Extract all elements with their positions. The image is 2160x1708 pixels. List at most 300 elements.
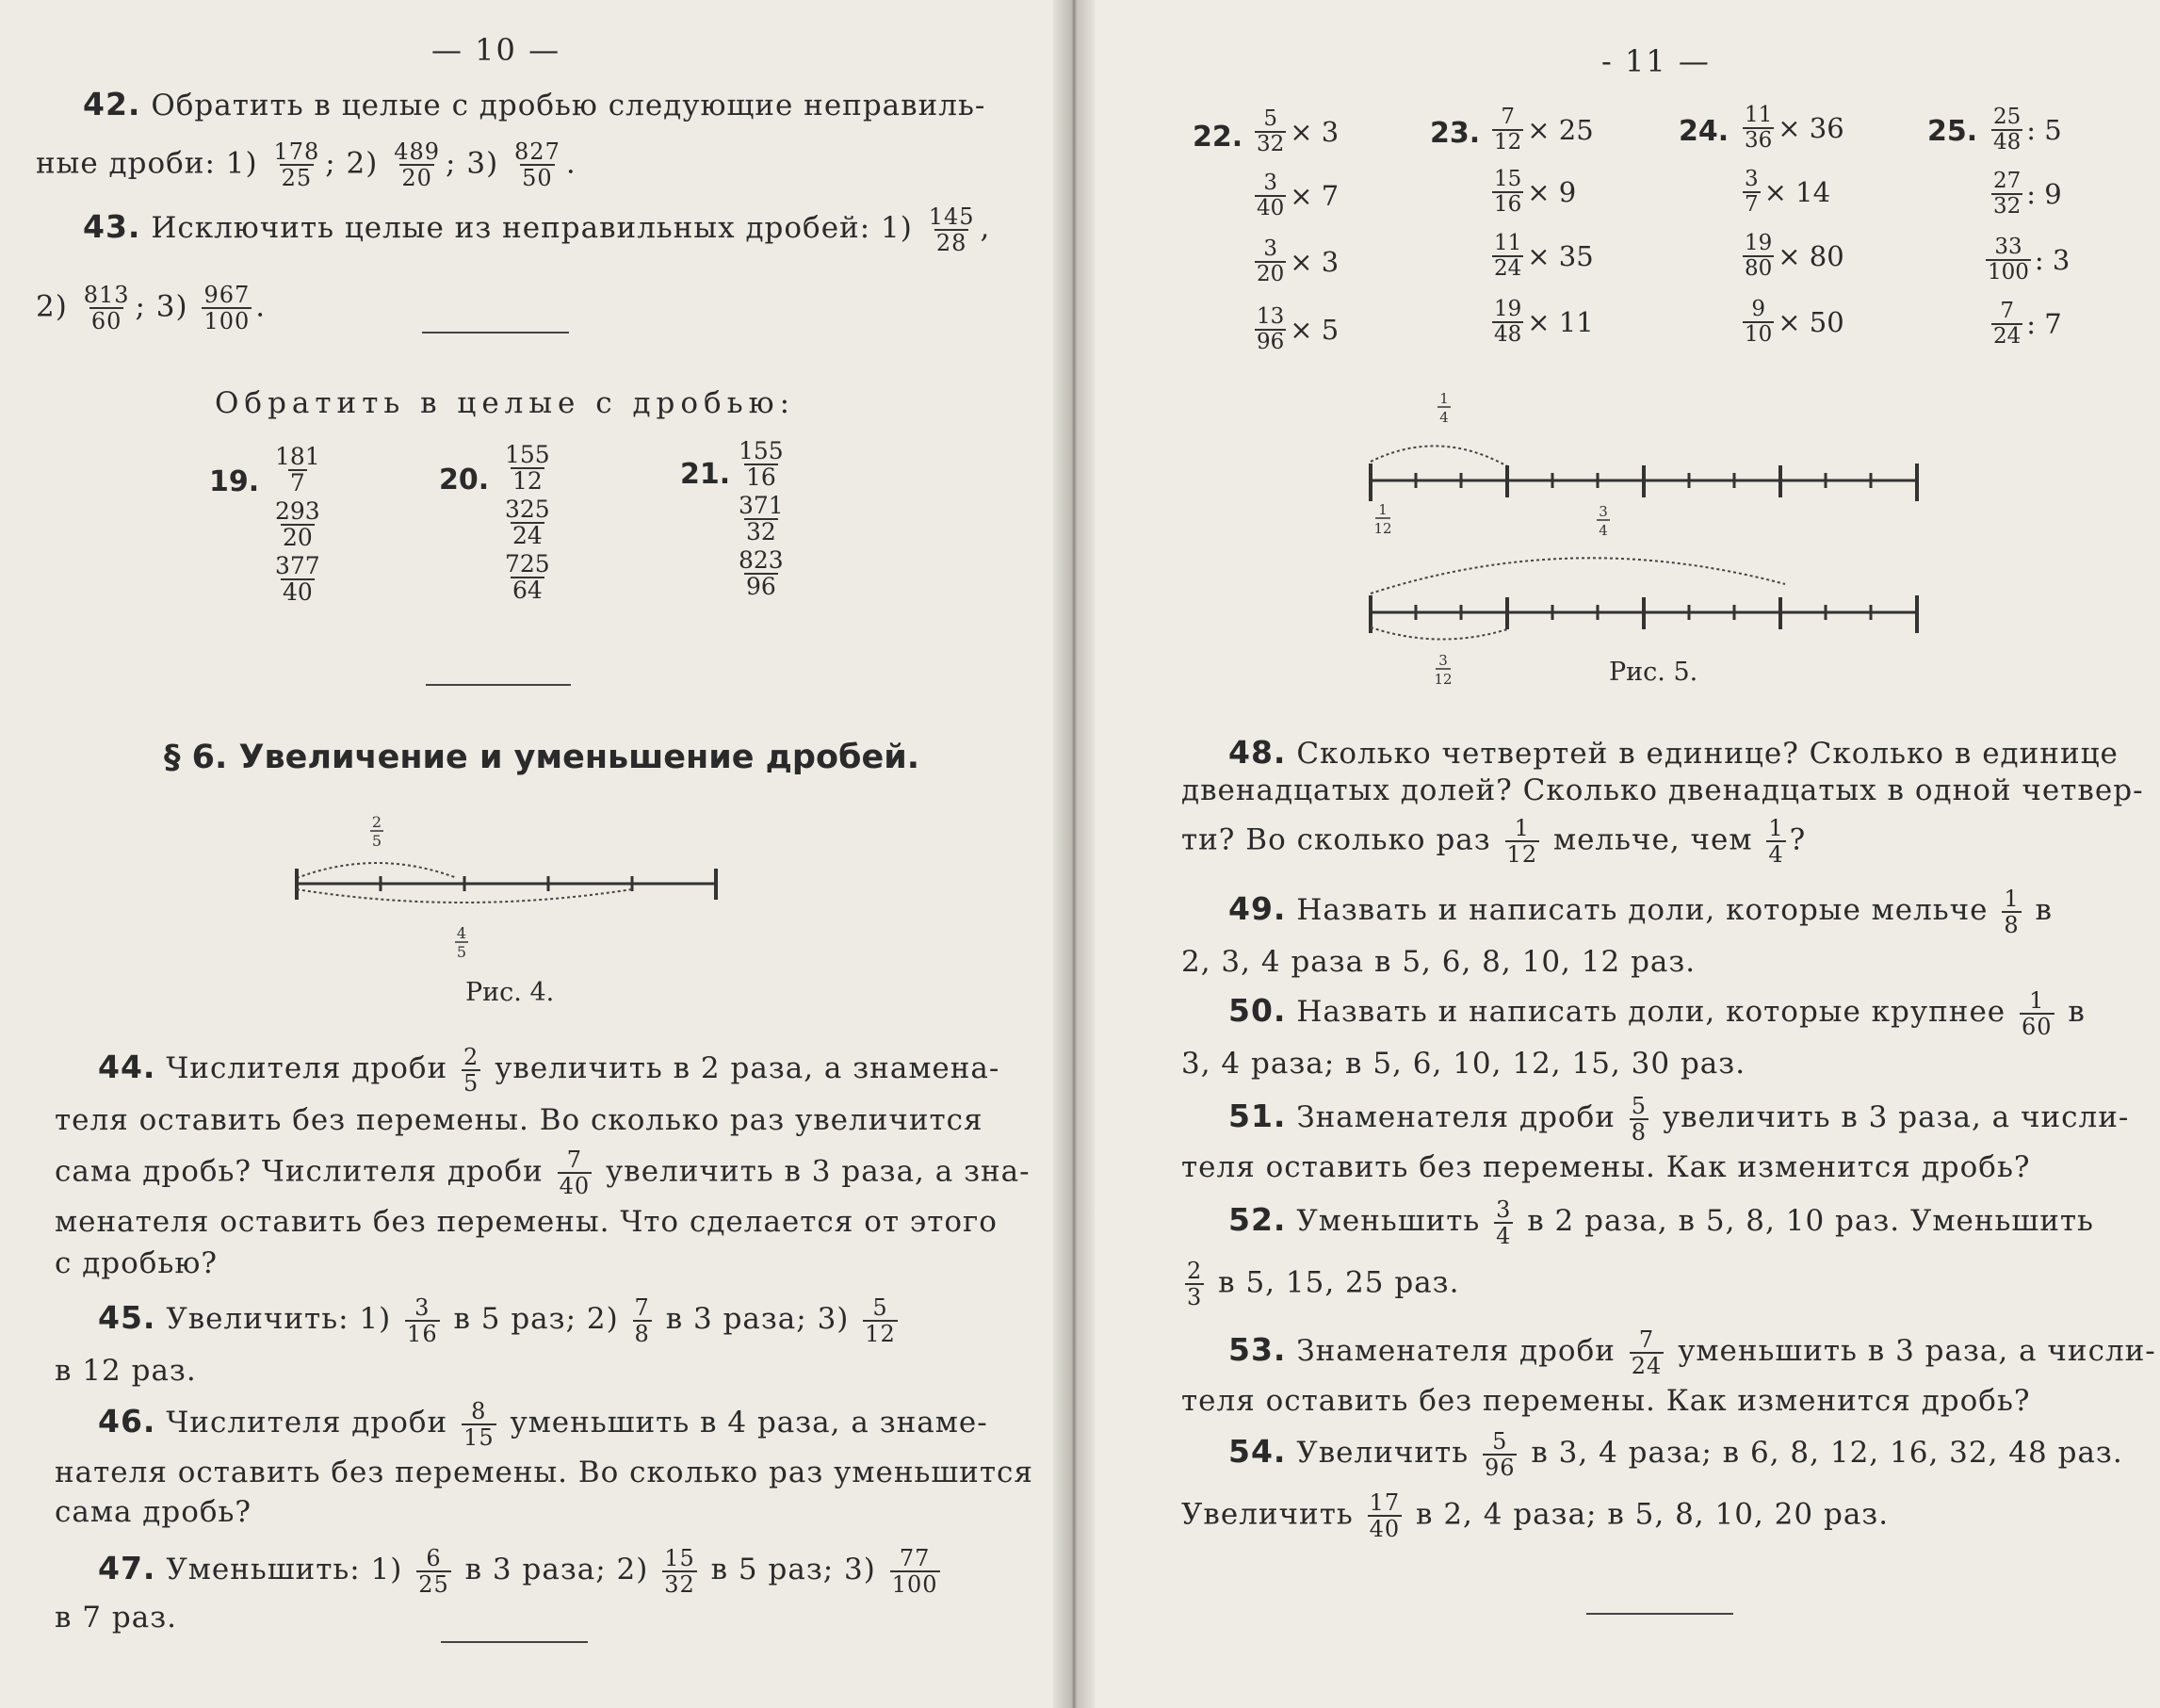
text: Назвать и написать доли, которые мельче (1296, 893, 1989, 927)
product-row (1488, 298, 1594, 347)
product-label-22: 22. (1193, 121, 1243, 154)
page-number-right: - 11 — (1601, 43, 1711, 79)
numerator: 3 (1263, 171, 1277, 195)
fraction (558, 1147, 593, 1198)
fraction (1255, 305, 1286, 354)
denominator: 100 (891, 1570, 938, 1598)
operation: × 9 (1527, 176, 1577, 208)
exercise-44-line4: менателя оставить без перемены. Что сделается от этого (55, 1205, 998, 1239)
fig5-top-num: 1 (1439, 390, 1449, 407)
text: Числителя дроби (166, 1051, 448, 1085)
text: ти? Во сколько раз (1181, 822, 1491, 857)
fraction (416, 1546, 451, 1597)
denominator: 40 (559, 1173, 591, 1199)
product-row (1988, 170, 2062, 219)
text: увеличить в 3 раза, а зна- (606, 1154, 1031, 1189)
numerator: 7 (1501, 105, 1515, 129)
product-row (1988, 300, 2062, 349)
operation: : 3 (2034, 244, 2071, 276)
denominator: 8 (2004, 911, 2020, 938)
text: в (2068, 995, 2086, 1029)
numerator: 325 (505, 496, 550, 523)
exercise-47-line2: в 7 раз. (55, 1601, 177, 1635)
operation: : 9 (2026, 178, 2062, 210)
fraction (2002, 887, 2021, 937)
fraction (503, 552, 552, 603)
operation: × 25 (1527, 114, 1594, 146)
text: Увеличить (1296, 1436, 1470, 1470)
text: ? (1789, 822, 1807, 857)
denominator: 15 (463, 1423, 495, 1451)
numerator: 3 (414, 1293, 430, 1321)
numerator: 178 (273, 138, 320, 165)
exercise-52-line2 (1181, 1259, 1459, 1309)
numerator: 2 (1187, 1258, 1203, 1284)
exercise-number: 52. (1228, 1201, 1287, 1238)
fraction-column-19 (273, 443, 322, 607)
denominator: 40 (1369, 1516, 1401, 1542)
denominator: 8 (634, 1320, 650, 1347)
denominator: 32 (745, 518, 776, 545)
text: 2) (36, 289, 68, 324)
product-label-24: 24. (1679, 115, 1730, 148)
fraction (503, 443, 552, 494)
fraction (1630, 1327, 1665, 1378)
fraction (1991, 106, 2022, 155)
fig5-mid-num: 3 (1599, 503, 1608, 520)
denominator: 20 (282, 524, 313, 551)
numerator: 3 (1745, 167, 1759, 191)
operation: × 80 (1778, 240, 1844, 272)
denominator: 100 (203, 308, 251, 334)
numerator: 6 (426, 1544, 442, 1571)
divider (1586, 1613, 1733, 1615)
fig4-bottom-den: 5 (456, 943, 467, 961)
exercise-text: Обратить в целые с дробью следующие неправиль- (151, 89, 986, 122)
numerator: 145 (928, 203, 975, 230)
exercise-42-line2 (36, 139, 577, 190)
exercise-46-line2: нателя оставить без перемены. Во сколько раз уменьшится (55, 1456, 1033, 1489)
exercise-number: 42. (83, 86, 141, 122)
fraction-column-21 (737, 437, 786, 601)
numerator: 7 (2000, 299, 2014, 323)
exercise-number: 54. (1228, 1433, 1287, 1470)
exercise-50-line1 (1228, 987, 2086, 1039)
fraction (927, 204, 977, 255)
fraction (392, 139, 442, 190)
numerator: 3 (1263, 236, 1277, 261)
table-label-21: 21. (680, 458, 731, 491)
product-row (1739, 232, 1844, 281)
numerator: 1 (2004, 885, 2020, 912)
numerator: 1 (2029, 986, 2045, 1014)
denominator: 32 (1257, 132, 1285, 156)
exercise-48-line3 (1181, 816, 1806, 867)
product-row (1488, 168, 1576, 217)
text: , (980, 211, 991, 245)
exercise-number: 44. (98, 1049, 156, 1085)
exercise-number: 45. (98, 1299, 156, 1336)
denominator: 20 (1257, 262, 1285, 286)
exercise-46-line1 (98, 1398, 988, 1450)
text: Уменьшить: 1) (166, 1553, 403, 1586)
denominator: 40 (282, 578, 313, 606)
table-label-19: 19. (209, 465, 260, 498)
numerator: 967 (203, 282, 251, 308)
operation: : 7 (2026, 308, 2062, 340)
exercise-43-line1 (83, 203, 990, 255)
numerator: 13 (1257, 304, 1285, 329)
text: ные дроби: 1) (36, 146, 258, 181)
denominator: 50 (522, 165, 553, 191)
numerator: 1 (1768, 815, 1784, 841)
number-line-top (1371, 464, 1917, 501)
fraction (1255, 237, 1286, 286)
fraction (1492, 106, 1523, 155)
product-row (1488, 232, 1594, 281)
fig5-left-den: 12 (1373, 520, 1392, 537)
denominator: 28 (935, 229, 967, 256)
product-row (1988, 106, 2062, 155)
exercise-44-line5: с дробью? (55, 1246, 218, 1280)
denominator: 24 (1631, 1352, 1663, 1379)
numerator: 827 (514, 138, 560, 165)
fraction (662, 1546, 697, 1597)
brace-top (297, 863, 457, 878)
text: ; 2) (325, 146, 379, 181)
product-row (1739, 104, 1844, 153)
exercise-45-line1 (98, 1294, 901, 1346)
numerator: 5 (1631, 1092, 1648, 1119)
product-row (1251, 171, 1339, 220)
text: Увеличить (1181, 1497, 1354, 1532)
fraction (1766, 816, 1785, 867)
fraction (82, 283, 132, 333)
numerator: 8 (471, 1397, 487, 1424)
operation: × 3 (1290, 246, 1340, 278)
text: Знаменателя дроби (1296, 1100, 1616, 1134)
fraction (1986, 236, 2031, 285)
fraction (737, 439, 786, 490)
brace-quarter (1371, 446, 1509, 467)
exercise-44-line1 (98, 1044, 999, 1096)
numerator: 2 (463, 1043, 479, 1070)
numerator: 19 (1745, 231, 1773, 255)
book-gutter (1053, 0, 1095, 1708)
text: Назвать и написать доли, которые крупнее (1296, 995, 2006, 1029)
product-row (1251, 107, 1339, 156)
numerator: 5 (1263, 106, 1277, 131)
numerator: 181 (275, 443, 320, 470)
fraction (2020, 988, 2054, 1039)
figure-4-caption: Рис. 4. (465, 978, 555, 1007)
fraction (1492, 232, 1523, 281)
exercise-49-line1 (1228, 886, 2053, 937)
number-line-bottom (1371, 595, 1917, 633)
fraction (1483, 1429, 1518, 1480)
fraction (890, 1546, 940, 1597)
product-label-25: 25. (1927, 115, 1978, 148)
denominator: 25 (418, 1570, 449, 1598)
text: в 3, 4 раза; в 6, 8, 12, 16, 32, 48 раз. (1531, 1436, 2123, 1470)
text: в 2, 4 раза; в 5, 8, 10, 20 раз. (1416, 1497, 1890, 1532)
text: в 3 раза; 2) (464, 1553, 649, 1586)
numerator: 5 (1492, 1427, 1508, 1455)
fraction (737, 548, 786, 599)
numerator: 293 (275, 497, 320, 525)
text: Сколько четвертей в единице? Сколько в единице (1296, 737, 2119, 771)
figure-4 (283, 810, 735, 980)
fraction (1255, 171, 1286, 220)
operation: × 36 (1778, 112, 1844, 144)
fig4-bottom-num: 4 (456, 924, 467, 942)
text: . (255, 289, 267, 324)
fraction (1743, 298, 1774, 347)
exercise-54-line2 (1181, 1490, 1889, 1541)
text: . (565, 146, 577, 181)
text: в 5 раз; 3) (710, 1553, 876, 1586)
exercise-51-line2: теля оставить без перемены. Как изменится дробь? (1181, 1150, 2031, 1184)
fraction (1368, 1490, 1403, 1541)
numerator: 823 (739, 546, 784, 574)
numerator: 813 (83, 282, 130, 308)
denominator: 8 (1631, 1118, 1648, 1146)
fraction (273, 499, 322, 550)
denominator: 24 (512, 522, 543, 549)
table-label-20: 20. (439, 464, 490, 496)
numerator: 377 (275, 552, 320, 579)
denominator: 36 (1745, 128, 1773, 153)
fraction (1494, 1197, 1513, 1248)
text: уменьшить в 3 раза, а числи- (1678, 1334, 2156, 1368)
fig5-bottom-den: 12 (1434, 671, 1453, 688)
brace-three-twelfths (1371, 627, 1507, 640)
fig5-mid-den: 4 (1599, 522, 1608, 539)
exercise-44-line3 (55, 1147, 1031, 1198)
denominator: 16 (1494, 192, 1522, 217)
fraction (462, 1399, 496, 1450)
text: Знаменателя дроби (1296, 1334, 1616, 1368)
numerator: 27 (1993, 169, 2022, 193)
exercise-number: 46. (98, 1403, 156, 1440)
numerator: 7 (1638, 1326, 1655, 1353)
exercise-51-line1 (1228, 1093, 2129, 1145)
denominator: 16 (745, 464, 776, 491)
fraction (271, 139, 321, 190)
exercise-number: 51. (1228, 1098, 1287, 1134)
denominator: 32 (1993, 194, 2022, 219)
section-title: § 6. Увеличение и уменьшение дробей. (164, 739, 920, 776)
fraction (1185, 1259, 1204, 1309)
denominator: 60 (90, 308, 122, 334)
fraction (863, 1295, 898, 1346)
operation: × 11 (1527, 306, 1594, 338)
exercise-44-line2: теля оставить без перемены. Во сколько раз увеличится (55, 1103, 983, 1137)
brace-three-quarters (1371, 558, 1785, 594)
operation: : 5 (2026, 114, 2062, 146)
numerator: 15 (1494, 167, 1522, 191)
fraction (1492, 168, 1523, 217)
product-row (1251, 305, 1339, 354)
denominator: 12 (1494, 130, 1522, 155)
operation: × 7 (1290, 180, 1340, 212)
numerator: 5 (872, 1293, 888, 1321)
operation: × 14 (1763, 176, 1831, 208)
numerator: 155 (739, 437, 784, 464)
fraction (1255, 107, 1286, 156)
denominator: 12 (865, 1320, 896, 1347)
exercise-number: 43. (83, 208, 141, 245)
fig4-top-den: 5 (371, 832, 382, 850)
numerator: 3 (1496, 1196, 1512, 1223)
exercise-46-line3: сама дробь? (55, 1495, 252, 1529)
exercise-number: 53. (1228, 1331, 1287, 1368)
denominator: 80 (1745, 256, 1773, 281)
text: увеличить в 2 раза, а знамена- (495, 1051, 1000, 1085)
product-label-23: 23. (1430, 117, 1481, 150)
fraction (1630, 1094, 1648, 1145)
numerator: 7 (566, 1147, 583, 1173)
denominator: 4 (1768, 841, 1784, 868)
fig5-bottom-num: 3 (1438, 652, 1448, 669)
text: в 3 раза; 3) (665, 1302, 850, 1336)
denominator: 96 (1484, 1454, 1516, 1481)
divider (441, 1641, 588, 1643)
fig4-top-num: 2 (371, 813, 382, 831)
product-row (1488, 106, 1594, 155)
text: в (2035, 893, 2053, 927)
text: ; 3) (135, 289, 188, 324)
operation: × 35 (1527, 240, 1594, 272)
numerator: 9 (1751, 297, 1765, 321)
text: увеличить в 3 раза, а числи- (1662, 1100, 2130, 1134)
fraction (405, 1295, 440, 1346)
text: сама дробь? Числителя дроби (55, 1154, 544, 1189)
numerator: 1 (1514, 815, 1530, 841)
text: в 5, 15, 25 раз. (1218, 1265, 1460, 1300)
page-number-left: — 10 — (431, 32, 561, 68)
brace-bottom (297, 889, 632, 903)
denominator: 60 (2022, 1013, 2053, 1040)
denominator: 7 (289, 469, 305, 496)
denominator: 25 (281, 165, 313, 191)
text: Числителя дроби (166, 1406, 448, 1440)
denominator: 96 (1257, 330, 1285, 354)
exercise-42-line1 (83, 81, 985, 129)
table-title: Обратить в целые с дробью: (215, 386, 796, 420)
fig5-top-den: 4 (1439, 409, 1449, 426)
numerator: 17 (1369, 1489, 1401, 1516)
fraction (202, 283, 252, 333)
fraction (1505, 816, 1540, 867)
exercise-number: 50. (1228, 992, 1287, 1029)
text: в 2 раза, в 5, 8, 10 раз. Уменьшить (1527, 1204, 2094, 1238)
operation: × 50 (1778, 306, 1844, 338)
fraction (1991, 300, 2022, 349)
divider (422, 332, 569, 333)
exercise-45-line2: в 12 раз. (55, 1354, 197, 1388)
product-row (1251, 237, 1339, 286)
denominator: 24 (1993, 324, 2022, 349)
exercise-53-line1 (1228, 1326, 2156, 1378)
fraction (273, 445, 322, 496)
exercise-number: 47. (98, 1550, 156, 1586)
numerator: 11 (1745, 103, 1773, 127)
divider (426, 684, 571, 686)
numerator: 725 (505, 550, 550, 577)
numerator: 77 (899, 1544, 931, 1571)
denominator: 16 (407, 1320, 438, 1347)
numerator: 7 (634, 1293, 650, 1321)
operation: × 3 (1290, 116, 1340, 148)
text: в 5 раз; 2) (453, 1302, 619, 1336)
figure-5-caption: Рис. 5. (1609, 658, 1698, 687)
product-row (1982, 236, 2070, 285)
denominator: 3 (1187, 1284, 1203, 1310)
exercise-number: 49. (1228, 890, 1287, 927)
numerator: 155 (505, 441, 550, 468)
denominator: 64 (512, 577, 543, 604)
fraction (1743, 168, 1761, 217)
numerator: 33 (1994, 235, 2022, 259)
product-row (1739, 168, 1830, 217)
numerator: 19 (1494, 297, 1522, 321)
text: уменьшить в 4 раза, а знаме- (510, 1406, 988, 1440)
denominator: 32 (664, 1570, 695, 1598)
denominator: 10 (1745, 322, 1773, 347)
fraction-column-20 (503, 441, 552, 605)
exercise-49-line2: 2, 3, 4 раза в 5, 6, 8, 10, 12 раз. (1181, 945, 1697, 979)
denominator: 100 (1988, 260, 2029, 285)
exercise-47-line1 (98, 1545, 944, 1597)
numerator: 371 (739, 492, 784, 519)
denominator: 48 (1494, 322, 1522, 347)
denominator: 12 (1506, 841, 1538, 868)
figure-5 (1356, 386, 1941, 697)
fraction (1743, 104, 1774, 153)
exercise-54-line1 (1228, 1428, 2123, 1480)
denominator: 12 (512, 467, 543, 495)
denominator: 40 (1257, 196, 1285, 220)
exercise-52-line1 (1228, 1196, 2094, 1248)
exercise-53-line2: теля оставить без перемены. Как изменится дробь? (1181, 1384, 2031, 1418)
fraction (633, 1295, 652, 1346)
fraction (1991, 170, 2022, 219)
fraction (462, 1045, 480, 1096)
exercise-text: Исключить целые из неправильных дробей: 1) (151, 211, 913, 245)
fraction (1743, 232, 1774, 281)
denominator: 20 (401, 165, 432, 191)
denominator: 4 (1496, 1222, 1512, 1249)
denominator: 96 (745, 573, 776, 600)
text: ; 3) (446, 146, 499, 181)
fraction (737, 494, 786, 545)
text: Увеличить: 1) (166, 1302, 392, 1336)
fraction (503, 497, 552, 548)
exercise-48-line2: двенадцатых долей? Сколько двенадцатых в одной четвер- (1181, 773, 2144, 807)
denominator: 48 (1993, 130, 2022, 155)
text: Уменьшить (1296, 1204, 1481, 1238)
product-row (1739, 298, 1844, 347)
fraction (512, 139, 562, 190)
fraction (1492, 298, 1523, 347)
exercise-43-line2 (36, 283, 266, 333)
denominator: 24 (1494, 256, 1522, 281)
fraction (273, 554, 322, 605)
numerator: 15 (664, 1544, 695, 1571)
exercise-50-line2: 3, 4 раза; в 5, 6, 10, 12, 15, 30 раз. (1181, 1047, 1746, 1081)
fig5-left-num: 1 (1378, 501, 1388, 518)
